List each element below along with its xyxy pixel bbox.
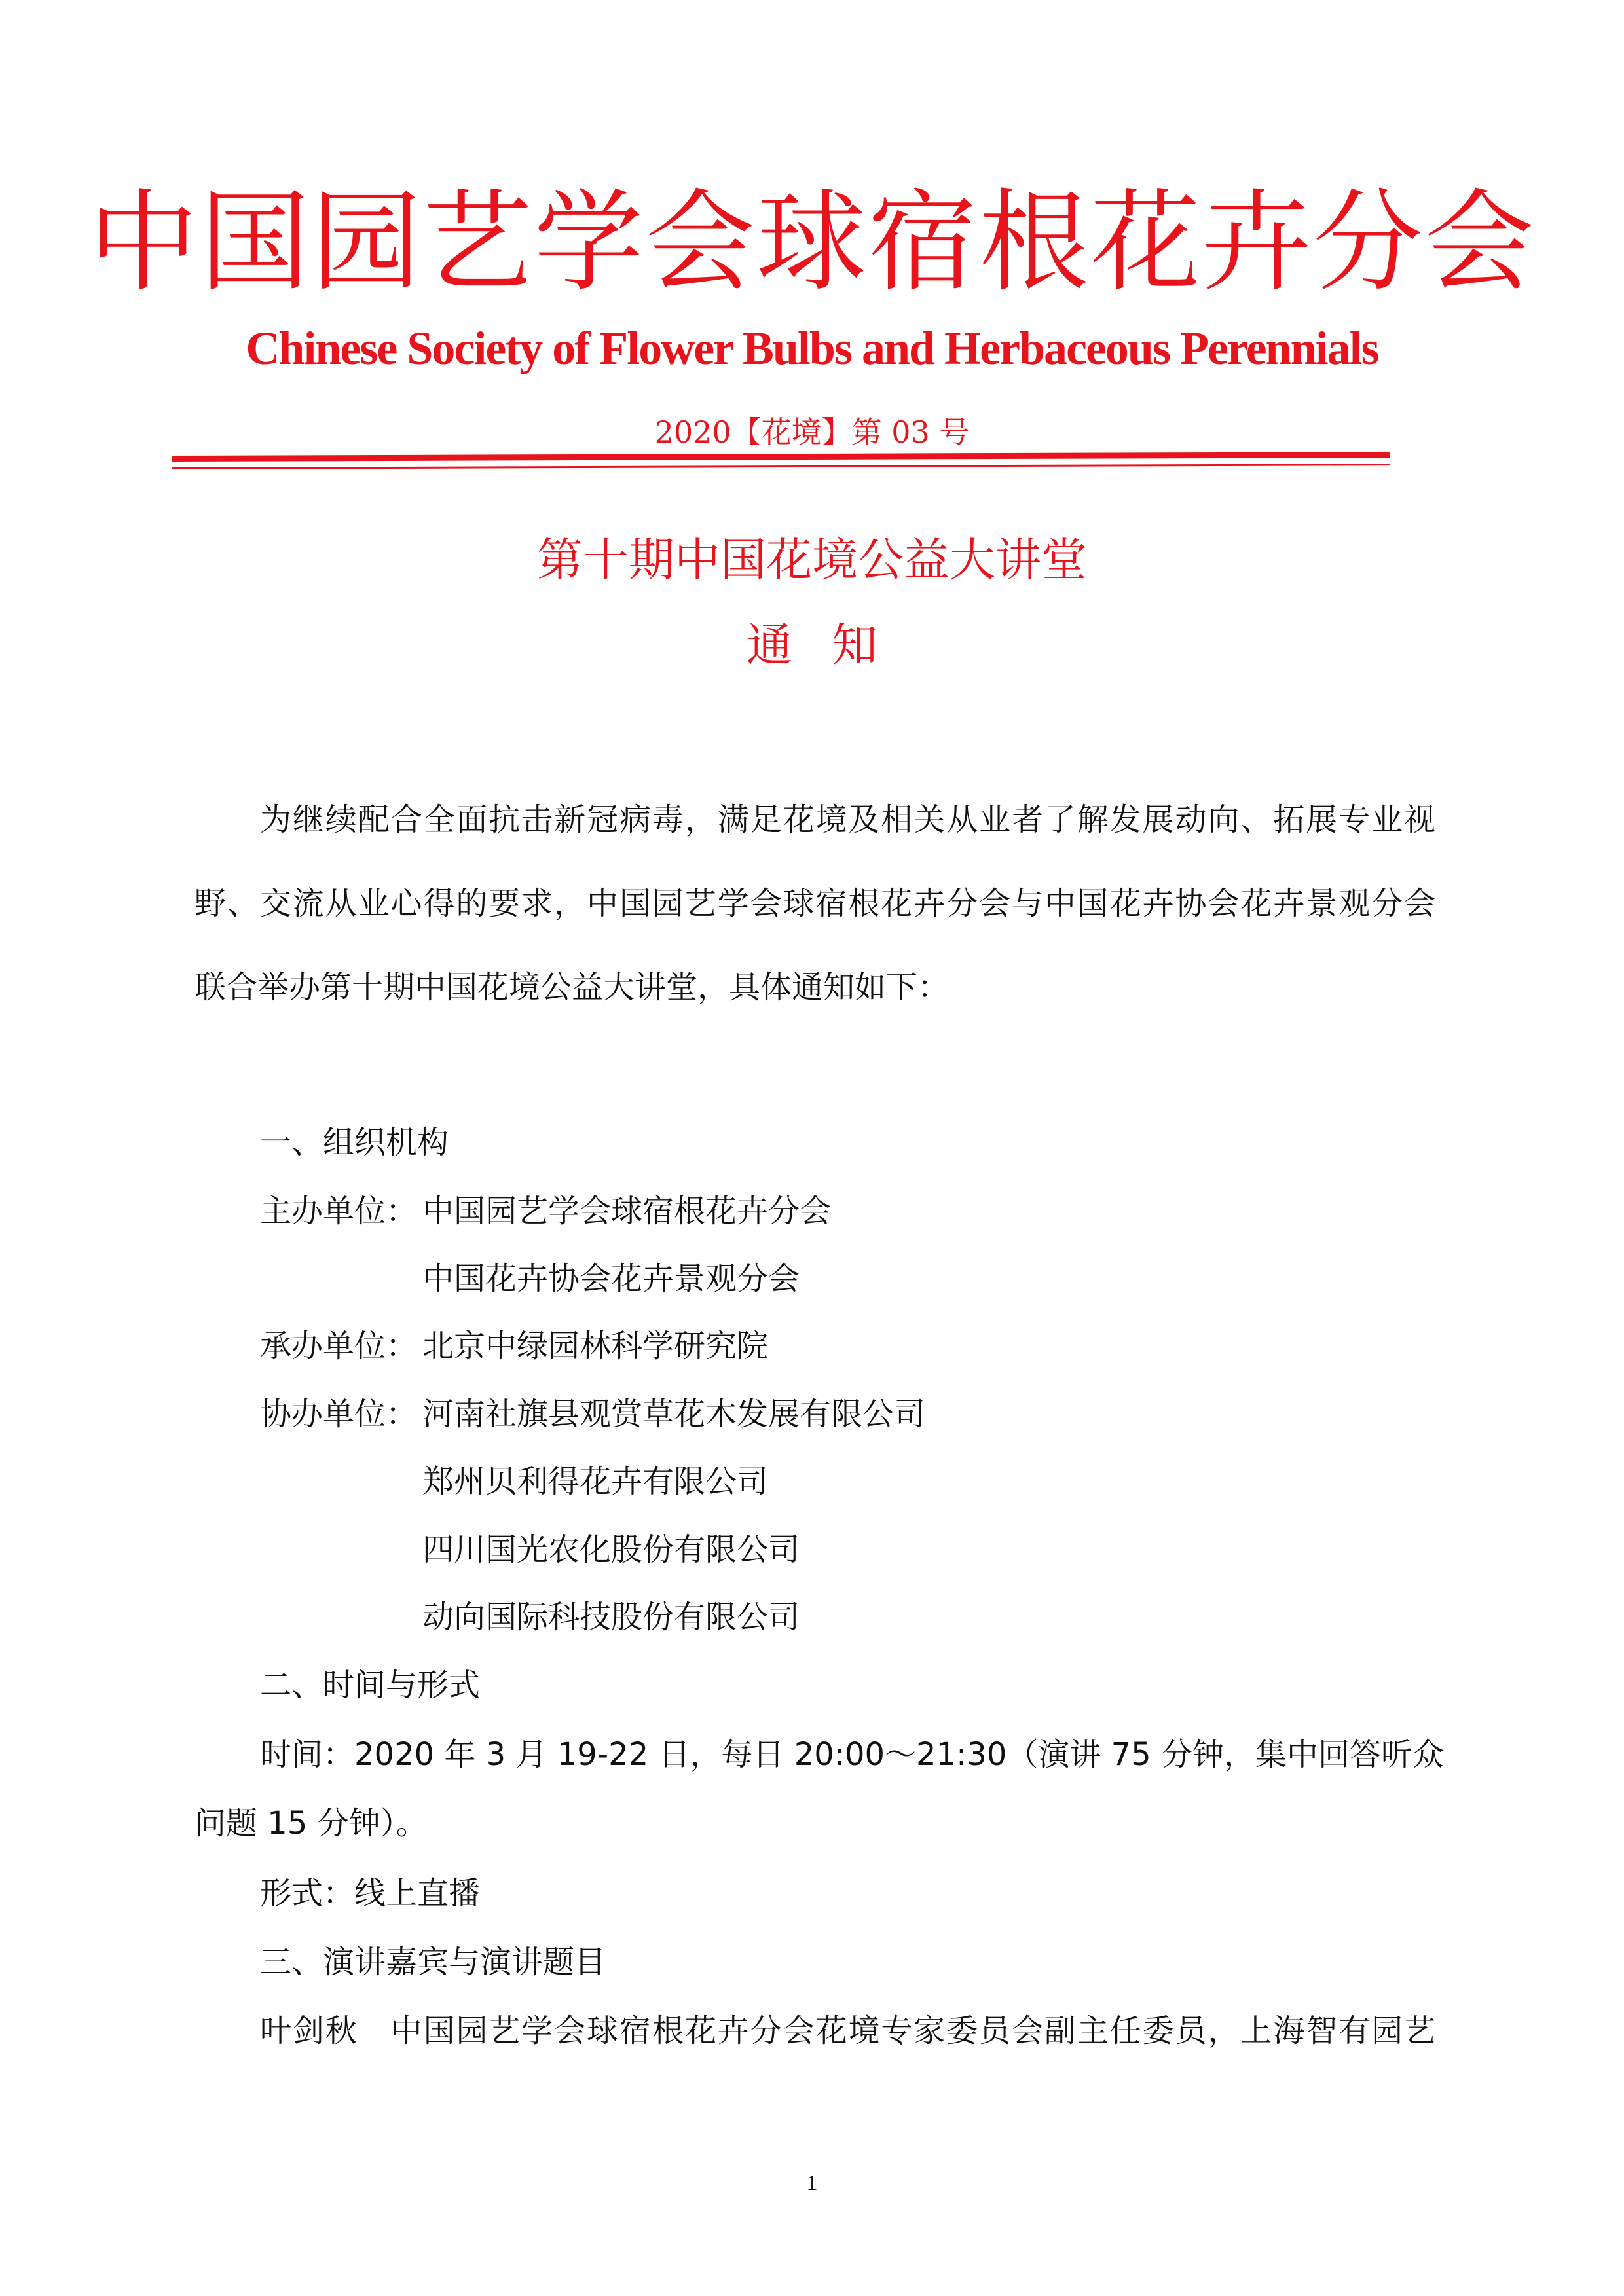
organizer-unit: 北京中绿园林科学研究院 xyxy=(422,1328,769,1364)
host-label: 主办单位： xyxy=(260,1193,418,1230)
notice-title: 第十期中国花境公益大讲堂 xyxy=(537,533,1087,587)
coorganizer-unit-4: 动向国际科技股份有限公司 xyxy=(422,1599,800,1635)
section-heading-time-format: 二、时间与形式 xyxy=(260,1667,481,1704)
intro-line-3: 联合举办第十期中国花境公益大讲堂，具体通知如下： xyxy=(194,969,950,1006)
host-unit-2: 中国花卉协会花卉景观分会 xyxy=(422,1260,800,1297)
time-line-2: 问题 15 分钟）。 xyxy=(194,1805,428,1842)
intro-line-1: 为继续配合全面抗击新冠病毒，满足花境及相关从业者了解发展动向、拓展专业视 xyxy=(260,801,1435,838)
coorganizer-unit-1: 河南社旗县观赏草花木发展有限公司 xyxy=(422,1396,926,1432)
coorganizer-label: 协办单位： xyxy=(260,1396,418,1432)
notice-subtitle: 通知 xyxy=(747,618,917,672)
format-line: 形式：线上直播 xyxy=(260,1875,481,1912)
section-heading-speakers: 三、演讲嘉宾与演讲题目 xyxy=(260,1944,606,1980)
organizer-label: 承办单位： xyxy=(260,1328,418,1364)
org-name-english: Chinese Society of Flower Bulbs and Herbaceous Perennials xyxy=(246,322,1378,374)
time-line-1: 时间：2020 年 3 月 19-22 日，每日 20:00～21:30（演讲 75 分钟，集中回答听众 xyxy=(260,1736,1444,1773)
speaker-1-line: 叶剑秋 中国园艺学会球宿根花卉分会花境专家委员会副主任委员，上海智有园艺 xyxy=(260,2013,1435,2049)
coorganizer-unit-2: 郑州贝利得花卉有限公司 xyxy=(422,1463,769,1500)
page-number: 1 xyxy=(806,2171,818,2195)
intro-line-2: 野、交流从业心得的要求，中国园艺学会球宿根花卉分会与中国花卉协会花卉景观分会 xyxy=(194,885,1435,922)
org-name-chinese: 中国园艺学会球宿根花卉分会 xyxy=(88,178,1536,306)
header-divider-thin xyxy=(172,464,1390,469)
document-number: 2020【花境】第 03 号 xyxy=(654,414,970,450)
section-heading-organization: 一、组织机构 xyxy=(260,1124,449,1161)
host-unit-1: 中国园艺学会球宿根花卉分会 xyxy=(422,1193,832,1230)
coorganizer-unit-3: 四川国光农化股份有限公司 xyxy=(422,1531,800,1568)
